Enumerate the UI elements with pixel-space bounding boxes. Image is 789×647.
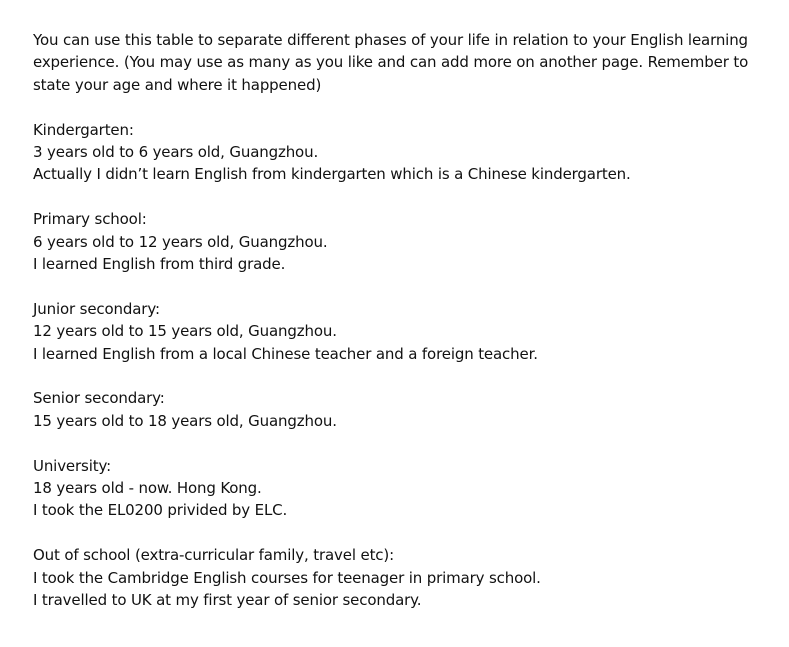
section-line: 3 years old to 6 years old, Guangzhou. <box>33 143 319 162</box>
section-heading: University: <box>33 456 111 475</box>
section-heading: Junior secondary: <box>33 299 160 318</box>
section-kindergarten <box>33 119 773 186</box>
section-heading: Senior secondary: <box>33 389 165 408</box>
section-heading: Out of school (extra-curricular family, travel etc): <box>33 546 395 565</box>
section-line: 12 years old to 15 years old, Guangzhou. <box>33 322 337 341</box>
section-line: Actually I didn’t learn English from kindergarten which is a Chinese kindergarten. <box>33 165 631 184</box>
section-line: I took the Cambridge English courses for teenager in primary school. <box>33 568 541 587</box>
section-line: 15 years old to 18 years old, Guangzhou. <box>33 411 337 430</box>
section-heading: Primary school: <box>33 210 147 229</box>
section-line: I learned English from third grade. <box>33 255 286 274</box>
section-line: 18 years old - now. Hong Kong. <box>33 479 262 498</box>
section-line: I learned English from a local Chinese teacher and a foreign teacher. <box>33 344 538 363</box>
section-line: I took the EL0200 privided by ELC. <box>33 501 288 520</box>
intro-paragraph <box>33 29 773 96</box>
section-line: 6 years old to 12 years old, Guangzhou. <box>33 232 328 251</box>
section-university <box>33 455 773 522</box>
document-body <box>33 29 773 634</box>
section-senior-secondary <box>33 387 773 432</box>
section-primary-school <box>33 208 773 275</box>
section-heading: Kindergarten: <box>33 120 134 139</box>
intro-text: You can use this table to separate different phases of your life in relation to your English learning experience. (You may use as many as you like and can add more on another page. Remember to state your age and where it happened) <box>33 31 749 94</box>
section-junior-secondary <box>33 298 773 365</box>
section-line: I travelled to UK at my first year of senior secondary. <box>33 591 422 610</box>
section-out-of-school <box>33 544 773 611</box>
